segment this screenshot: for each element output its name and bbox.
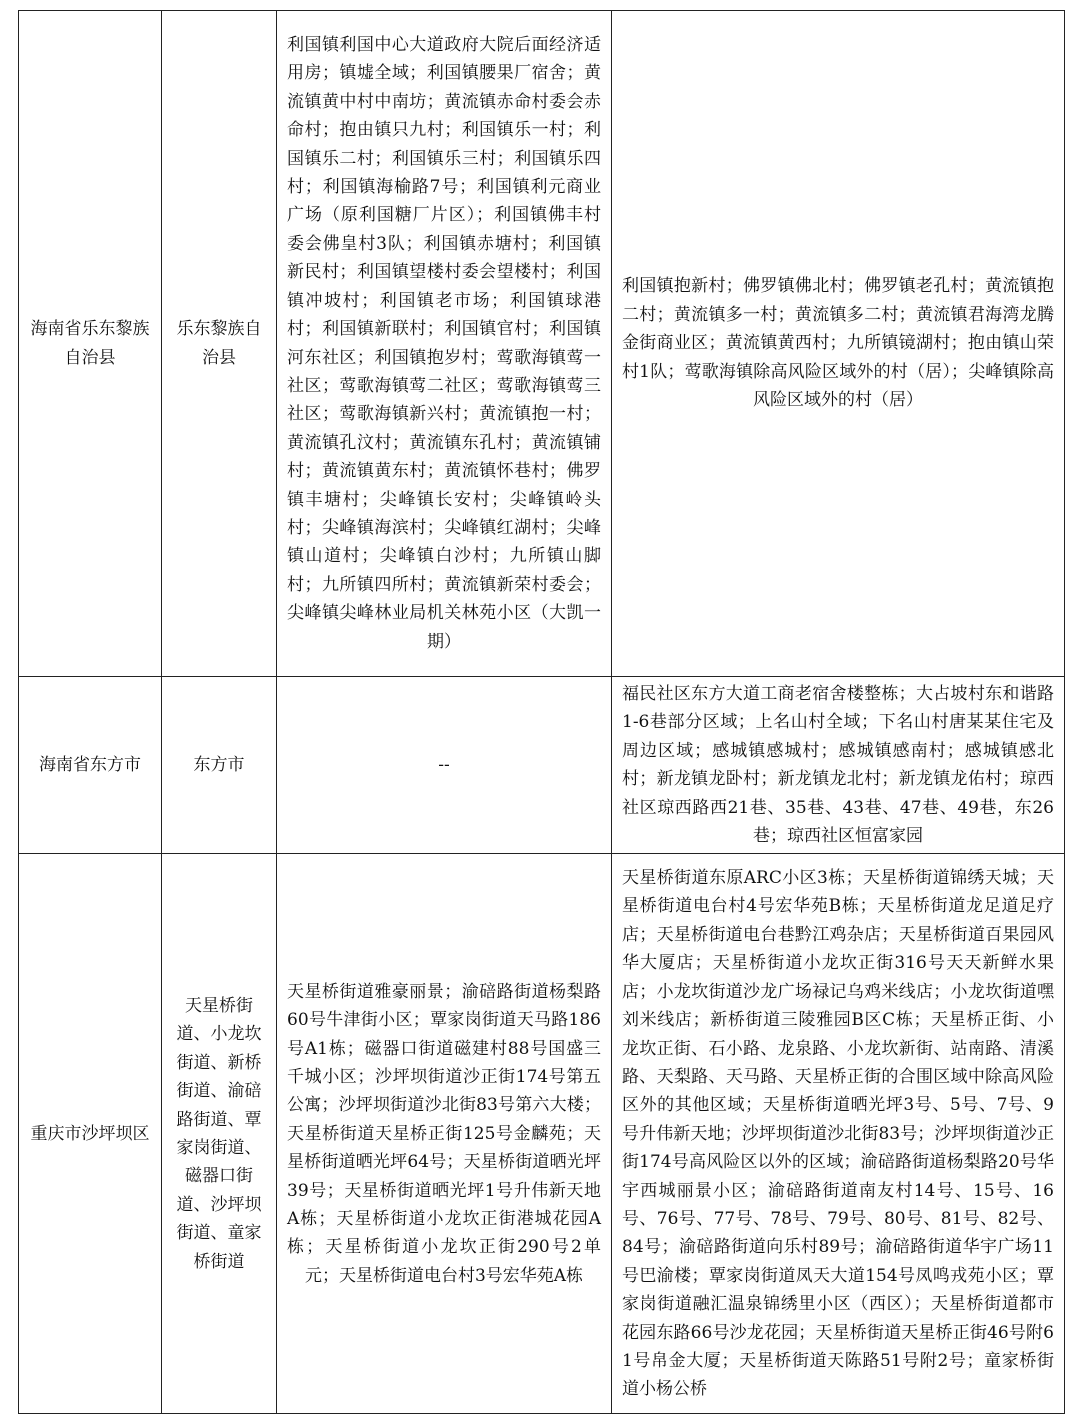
province-cell: 重庆市沙坪坝区: [19, 854, 162, 1414]
medium-risk-cell: 天星桥街道东原ARC小区3栋；天星桥街道锦绣天城；天星桥街道电台村4号宏华苑B栋；天星桥街道龙足道足疗店；天星桥街道电台巷黔江鸡杂店；天星桥街道百果园风华大厦店；天星桥街道小龙坎正街316号天天新鲜水果店；小龙坎街道沙龙广场禄记乌鸡米线店；小龙坎街道嘿刘米线店；新桥街道三陵雅园B区C栋；天星桥正街、小龙坎正街、石小路、龙泉路、小龙坎新街、站南路、清溪路、天梨路、天马路、天星桥正街的合围区域中除高风险区外的其他区域；天星桥街道晒光坪3号、5号、7号、9号升伟新天地；沙坪坝街道沙北街83号；沙坪坝街道沙正街174号高风险区以外的区域；渝碚路街道杨梨路20号华宇西城丽景小区；渝碚路街道南友村14号、15号、16号、76号、77号、78号、79号、80号、81号、82号、84号；渝碚路街道向乐村89号；渝碚路街道华宇广场11号巴渝楼；覃家岗街道凤天大道154号凤鸣戎苑小区；覃家岗街道融汇温泉锦绣里小区（西区）；天星桥街道都市花园东路66号沙龙花园；天星桥街道天星桥正街46号附61号帛金大厦；天星桥街道天陈路51号附2号；童家桥街道小杨公桥: [612, 854, 1065, 1414]
medium-risk-cell: 福民社区东方大道工商老宿舍楼整栋；大占坡村东和谐路1-6巷部分区域；上名山村全域；下名山村唐某某住宅及周边区域；感城镇感城村；感城镇感南村；感城镇感北村；新龙镇龙卧村；新龙镇龙北村；新龙镇龙佑村；琼西社区琼西路西21巷、35巷、43巷、47巷、49巷，东26巷；琼西社区恒富家园: [612, 677, 1065, 854]
high-risk-cell: 利国镇利国中心大道政府大院后面经济适用房；镇墟全域；利国镇腰果厂宿舍；黄流镇黄中村中南坊；黄流镇赤命村委会赤命村；抱由镇只九村；利国镇乐一村；利国镇乐二村；利国镇乐三村；利国镇乐四村；利国镇海榆路7号；利国镇利元商业广场（原利国糖厂片区）；利国镇佛丰村委会佛皇村3队；利国镇赤塘村；利国镇新民村；利国镇望楼村委会望楼村；利国镇冲坡村；利国镇老市场；利国镇球港村；利国镇新联村；利国镇官村；利国镇河东社区；利国镇抱岁村；莺歌海镇莺一社区；莺歌海镇莺二社区；莺歌海镇莺三社区；莺歌海镇新兴村；黄流镇抱一村；黄流镇孔汶村；黄流镇东孔村；黄流镇铺村；黄流镇黄东村；黄流镇怀巷村；佛罗镇丰塘村；尖峰镇长安村；尖峰镇岭头村；尖峰镇海滨村；尖峰镇红湖村；尖峰镇山道村；尖峰镇白沙村；九所镇山脚村；九所镇四所村；黄流镇新荣村委会；尖峰镇尖峰林业局机关林苑小区（大凯一期）: [277, 11, 612, 677]
table-row: [19, 854, 1065, 1414]
province-cell: 海南省东方市: [19, 677, 162, 854]
province-cell: 海南省乐东黎族自治县: [19, 11, 162, 677]
high-risk-cell: 天星桥街道雅豪丽景；渝碚路街道杨梨路60号牛津街小区；覃家岗街道天马路186号A1栋；磁器口街道磁建村88号国盛三千城小区；沙坪坝街道沙正街174号第五公寓；沙坪坝街道沙北街83号第六大楼；天星桥街道天星桥正街125号金麟苑；天星桥街道晒光坪64号；天星桥街道晒光坪39号；天星桥街道晒光坪1号升伟新天地A栋；天星桥街道小龙坎正街港城花园A栋；天星桥街道小龙坎正街290号2单元；天星桥街道电台村3号宏华苑A栋: [277, 854, 612, 1414]
table-row: [19, 677, 1065, 854]
medium-risk-cell: 利国镇抱新村；佛罗镇佛北村；佛罗镇老孔村；黄流镇抱二村；黄流镇多一村；黄流镇多二村；黄流镇君海湾龙腾金街商业区；黄流镇黄西村；九所镇镜湖村；抱由镇山荣村1队；莺歌海镇除高风险区域外的村（居）；尖峰镇除高风险区域外的村（居）: [612, 11, 1065, 677]
area-cell: 东方市: [162, 677, 277, 854]
table-row: [19, 11, 1065, 677]
risk-area-table: [18, 10, 1065, 1414]
area-cell: 天星桥街道、小龙坎街道、新桥街道、渝碚路街道、覃家岗街道、磁器口街道、沙坪坝街道、童家桥街道: [162, 854, 277, 1414]
area-cell: 乐东黎族自治县: [162, 11, 277, 677]
high-risk-cell: --: [277, 677, 612, 854]
